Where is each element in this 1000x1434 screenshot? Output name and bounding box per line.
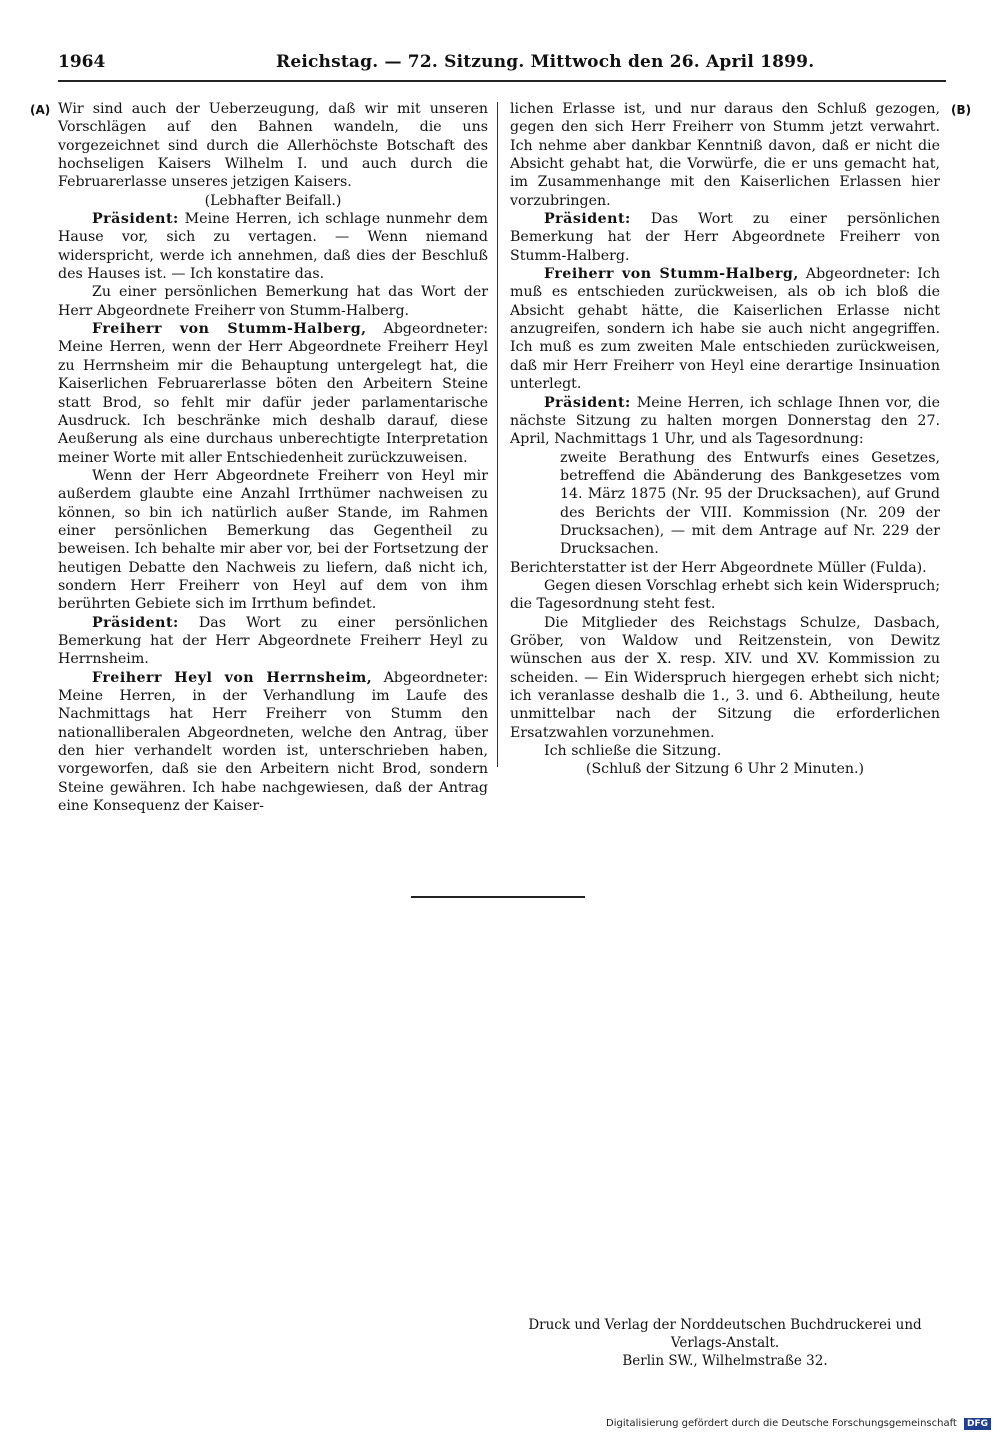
page-header	[58, 52, 944, 78]
page-number: 1964	[58, 52, 106, 72]
session-end-note: (Schluß der Sitzung 6 Uhr 2 Minuten.)	[585, 761, 865, 778]
header-rule	[58, 80, 946, 82]
margin-marker-b: (B)	[951, 103, 972, 117]
left-column	[58, 100, 488, 815]
right-column	[510, 100, 940, 779]
paragraph: Wenn der Herr Abgeordnete Freiherr von Heyl mir außerdem glaubte eine Anzahl Irrthümer nachweisen zu können, so bin ich natürlich außer Stande, im Rahmen einer persönlichen Bemerkung das Gegentheil zu beweisen. Ich behalte mir aber vor, bei der Fortsetzung der heutigen Debatte den Nachweis zu liefern, daß nicht ich, sondern Herr Freiherr von Heyl auf dem von ihm berührten Gebiete sich im Irrthum befindet.	[58, 467, 488, 613]
agenda-item: zweite Berathung des Entwurfs eines Gesetzes, betreffend die Abänderung des Bankgesetzes vom 14. März 1875 (Nr. 95 der Drucksachen), auf Grund des Berichts der VIII. Kommission (Nr. 209 der Drucksachen), — mit dem Antrage auf Nr. 229 der Drucksachen.	[560, 449, 940, 558]
paragraph: lichen Erlasse ist, und nur daraus den Schluß gezogen, gegen den sich Herr Freiherr von Stumm jetzt verwahrt. Ich nehme aber dankbar Kenntniß davon, daß er nicht die Absicht gehabt hat, die Vorwürfe, die er uns gemacht hat, im Zusammenhange mit den Kaiserlichen Erlassen hier vorzubringen.	[510, 101, 940, 209]
paragraph: Präsident: Das Wort zu einer persönlichen Bemerkung hat der Herr Abgeordnete Freiherr von Stumm-Halberg.	[510, 211, 940, 264]
speaker-name: Präsident:	[92, 614, 179, 631]
paragraph: Wir sind auch der Ueberzeugung, daß wir mit unseren Vorschlägen auf den Bahnen wandeln, die uns vorgezeichnet sind durch die Allerhöchste Botschaft des hochseligen Kaisers Wilhelm I. und auch durch die Februarerlasse unseres jetzigen Kaisers.	[58, 101, 488, 191]
paragraph: Ich schließe die Sitzung.	[544, 743, 722, 760]
dfg-logo: DFG	[964, 1418, 991, 1430]
paragraph: Freiherr von Stumm-Halberg, Abgeordneter: Ich muß es entschieden zurückweisen, als ob ich bloß die Absicht gehabt hätte, die Kaiserlichen Erlasse nicht anzugreifen, sondern ich habe sie auch nicht angegriffen. Ich muß es zum zweiten Male entschieden zurückweisen, daß mir Herr Freiherr von Heyl eine derartige Insinuation unterlegt.	[510, 266, 940, 393]
speaker-name: Präsident:	[544, 211, 631, 228]
margin-marker-a: (A)	[30, 103, 51, 117]
printer-imprint	[500, 1316, 950, 1370]
paragraph: Präsident: Meine Herren, ich schlage nunmehr dem Hause vor, sich zu vertagen. — Wenn niemand widerspricht, werde ich annehmen, daß dies der Beschluß des Hauses ist. — Ich konstatire das.	[58, 211, 488, 283]
paragraph: Zu einer persönlichen Bemerkung hat das Wort der Herr Abgeordnete Freiherr von Stumm-Halberg.	[58, 284, 488, 319]
imprint-line: Berlin SW., Wilhelmstraße 32.	[622, 1353, 828, 1369]
speaker-name: Präsident:	[92, 211, 179, 228]
running-title: Reichstag. — 72. Sitzung. Mittwoch den 26. April 1899.	[276, 52, 815, 72]
paragraph: Berichterstatter ist der Herr Abgeordnete Müller (Fulda).	[510, 559, 927, 576]
speaker-name: Freiherr Heyl von Herrnsheim,	[92, 669, 373, 686]
paragraph: Die Mitglieder des Reichstags Schulze, Dasbach, Gröber, von Waldow und Reitzenstein, von Dewitz wünschen aus der X. resp. XIV. und XV. Kommission zu scheiden. — Ein Widerspruch hiergegen erhebt sich nicht; ich veranlasse deshalb die 1., 3. und 6. Abtheilung, heute unmittelbar nach der Sitzung die erforderlichen Ersatzwahlen vorzunehmen.	[510, 614, 940, 741]
end-rule	[411, 896, 585, 898]
paragraph: Präsident: Das Wort zu einer persönlichen Bemerkung hat der Herr Abgeordnete Freiherr Heyl zu Herrnsheim.	[58, 614, 488, 668]
digitization-credit	[606, 1418, 991, 1430]
paragraph: Gegen diesen Vorschlag erhebt sich kein Widerspruch; die Tagesordnung steht fest.	[510, 577, 940, 613]
paragraph: Freiherr von Stumm-Halberg, Abgeordneter: Meine Herren, wenn der Herr Abgeordnete Freiherr Heyl zu Herrnsheim mir die Behauptung untergelegt hat, die Kaiserlichen Februarerlasse böten den Arbeitern Steine statt Brod, so fehlt mir dafür jeder parlamentarische Ausdruck. Ich beschränke mich deshalb darauf, diese Aeußerung als eine durchaus unberechtigte Interpretation meiner Worte mit aller Entschiedenheit zurückzuweisen.	[58, 321, 488, 466]
credit-text: Digitalisierung gefördert durch die Deutsche Forschungsgemeinschaft	[606, 1418, 957, 1429]
imprint-line: Druck und Verlag der Norddeutschen Buchdruckerei und Verlags-Anstalt.	[528, 1317, 922, 1351]
speaker-name: Präsident:	[544, 394, 631, 411]
paragraph: Präsident: Meine Herren, ich schlage Ihnen vor, die nächste Sitzung zu halten morgen Donnerstag den 27. April, Nachmittags 1 Uhr, und als Tagesordnung:	[510, 394, 940, 448]
column-divider	[497, 102, 498, 767]
paragraph-applause: (Lebhafter Beifall.)	[204, 192, 342, 209]
speaker-name: Freiherr von Stumm-Halberg,	[544, 266, 799, 283]
speaker-name: Freiherr von Stumm-Halberg,	[92, 321, 367, 338]
paragraph: Freiherr Heyl von Herrnsheim, Abgeordneter: Meine Herren, in der Verhandlung im Laufe des Nachmittags hat Herr Freiherr von Stumm den nationalliberalen Abgeordneten, welche den Antrag, über den hier verhandelt worden ist, unterschrieben haben, vorgeworfen, daß sie den Arbeitern nicht Brod, sondern Steine gewähren. Ich habe nachgewiesen, daß der Antrag eine Konsequenz der Kaiser-	[58, 669, 488, 815]
